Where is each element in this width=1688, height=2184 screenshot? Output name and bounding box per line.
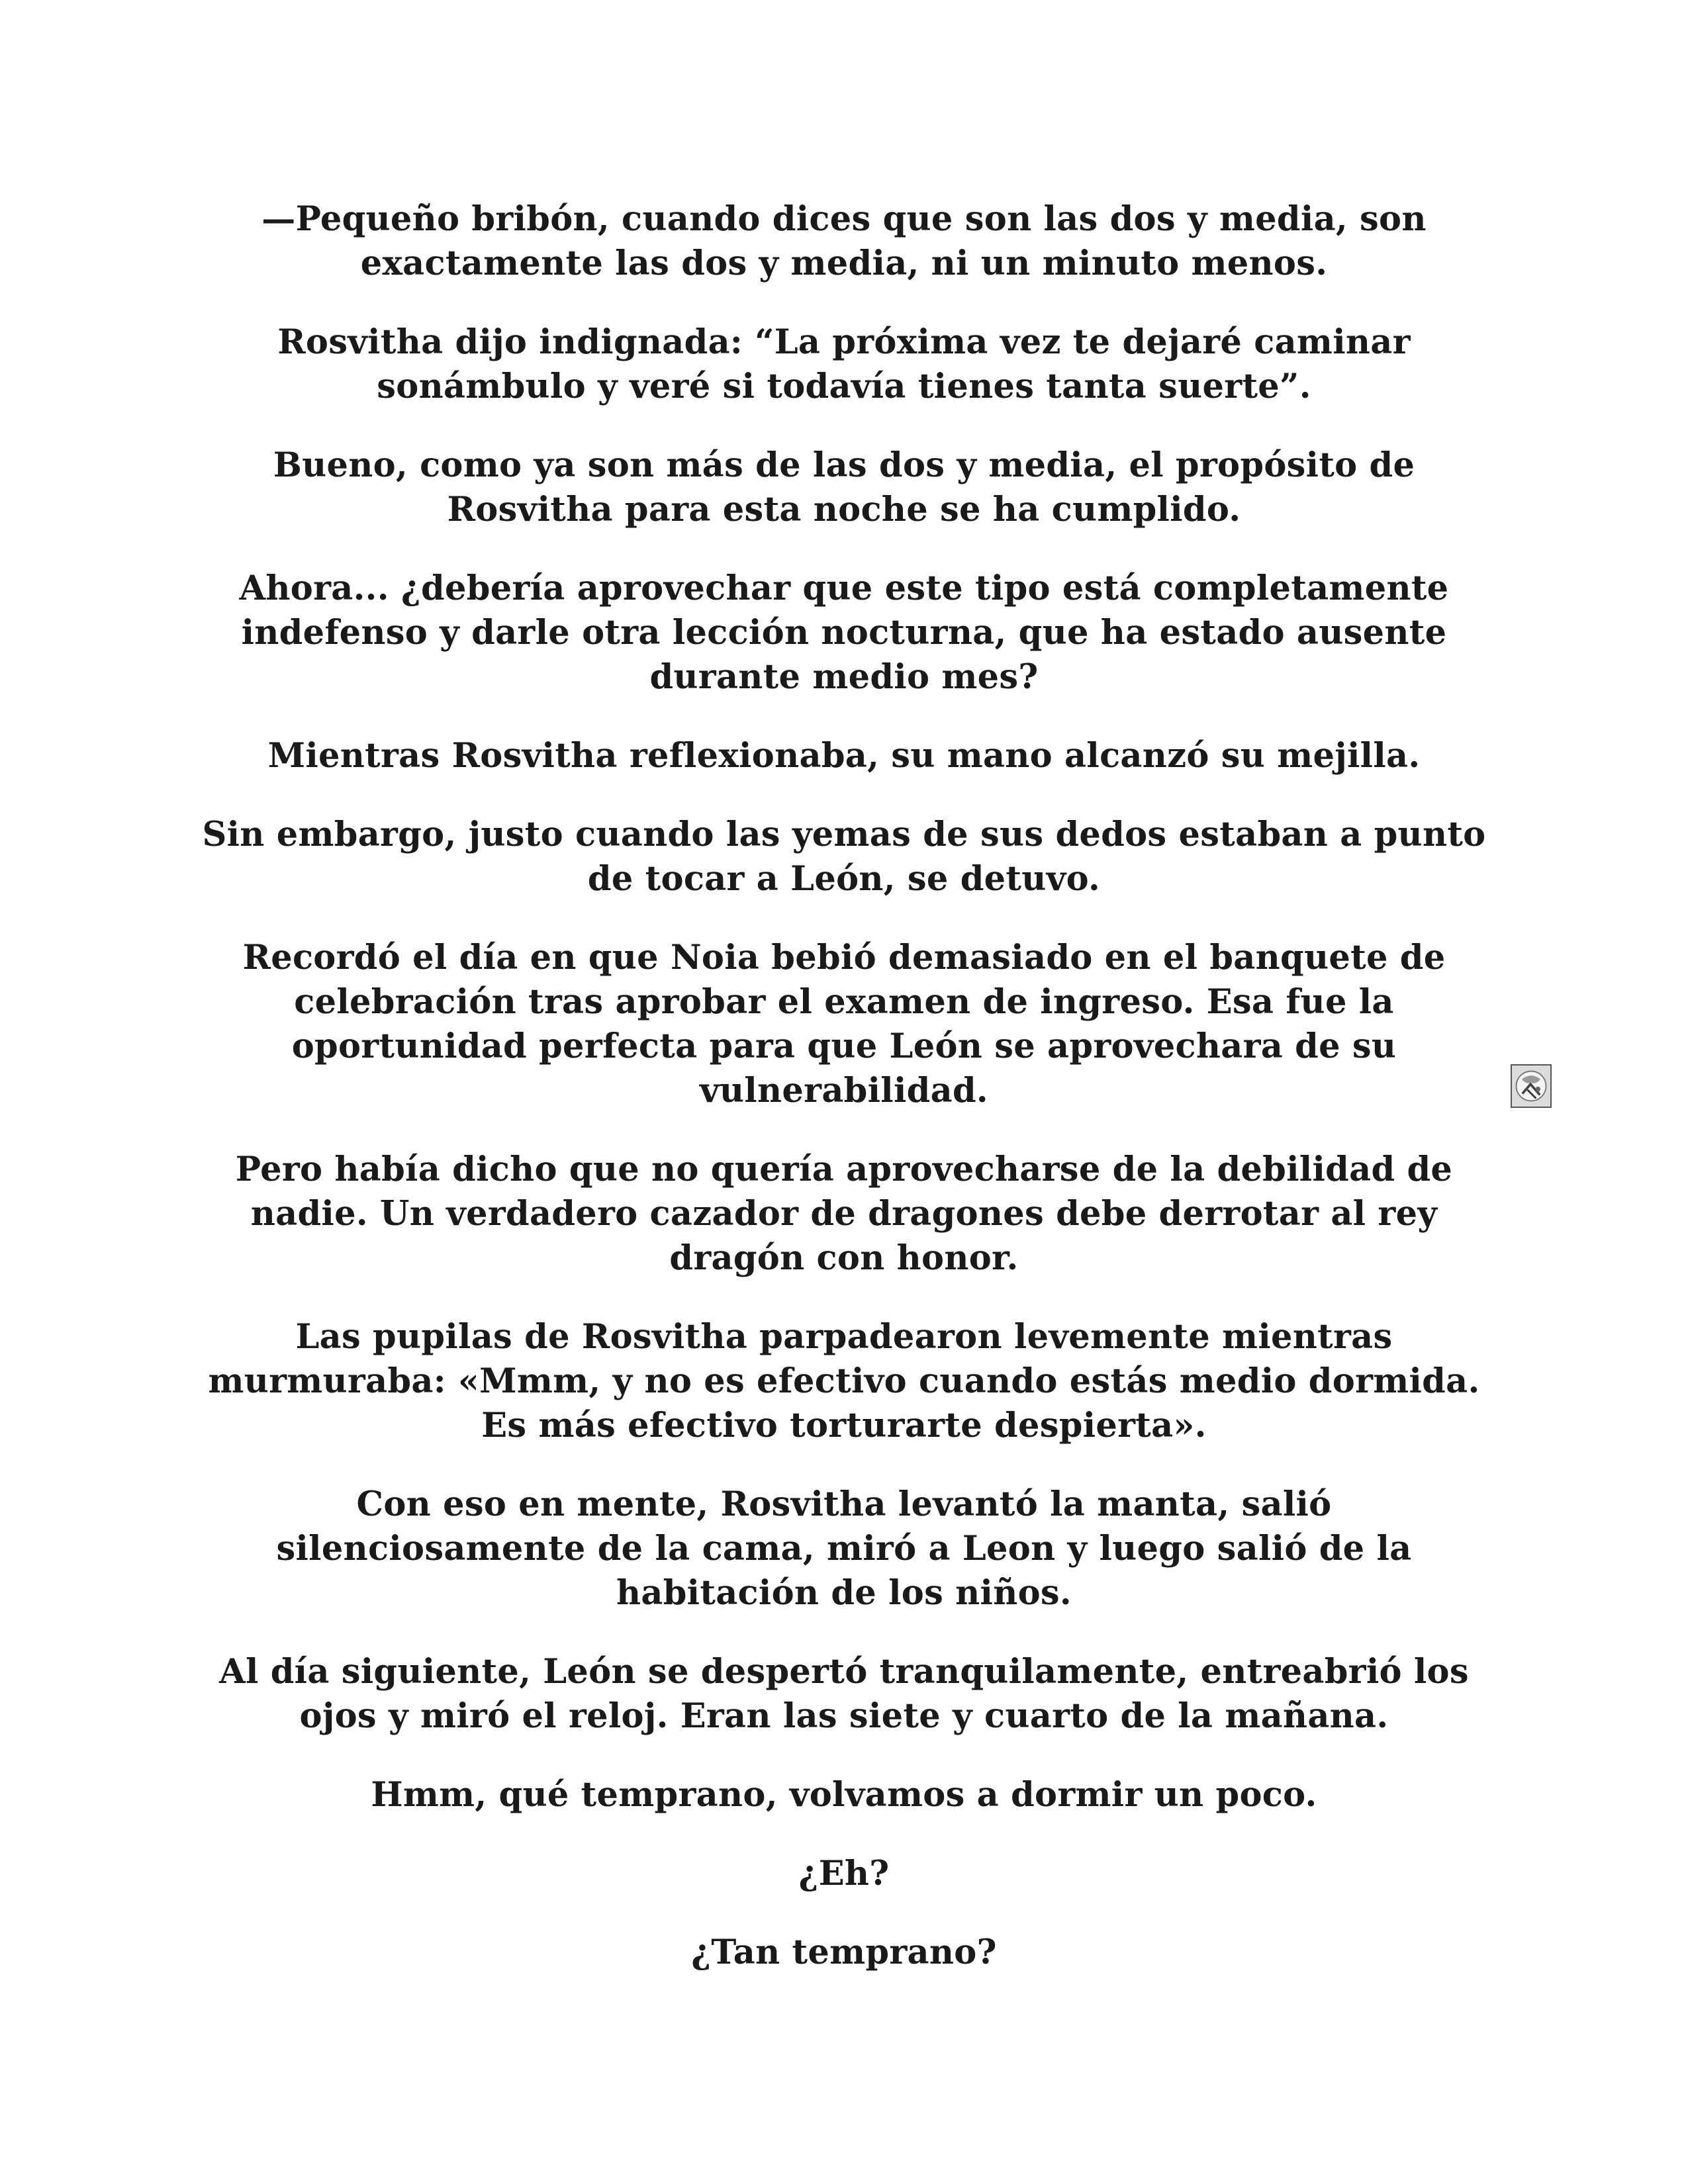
paragraph: Mientras Rosvitha reflexionaba, su mano alcanzó su mejilla. (267, 736, 1421, 776)
paragraph: Sin embargo, justo cuando las yemas de sus dedos estaban a punto de tocar a León, se detuvo. (202, 815, 1486, 899)
paragraph: Ahora... ¿debería aprovechar que este tipo está completamente indefenso y darle otra lección nocturna, que ha estado ausente durante medio mes? (239, 569, 1449, 697)
paragraph: Bueno, como ya son más de las dos y media, el propósito de Rosvitha para esta noche se ha cumplido. (273, 445, 1415, 529)
paragraph: Con eso en mente, Rosvitha levantó la manta, salió silenciosamente de la cama, miró a Leon y luego salió de la habitación de los niños. (276, 1484, 1412, 1613)
paragraph: Pero había dicho que no quería aprovecharse de la debilidad de nadie. Un verdadero cazador de dragones debe derrotar al rey dragón con honor. (235, 1150, 1453, 1278)
paragraph: Rosvitha dijo indignada: “La próxima vez te dejaré caminar sonámbulo y veré si todavía tienes tanta suerte”. (277, 322, 1411, 406)
paragraph: Al día siguiente, León se despertó tranquilamente, entreabrió los ojos y miró el reloj. Eran las siete y cuarto de la mañana. (219, 1652, 1469, 1736)
paragraph: Recordó el día en que Noia bebió demasiado en el banquete de celebración tras aprobar el examen de ingreso. Esa fue la oportunidad perfecta para que León se aprovechara de su vulnerabilidad. (242, 938, 1446, 1111)
paragraph: Hmm, qué temprano, volvamos a dormir un poco. (371, 1775, 1317, 1815)
paragraph: Las pupilas de Rosvitha parpadearon levemente mientras murmuraba: «Mmm, y no es efectivo cuando estás medio dormida. Es más efectivo torturarte despierta». (208, 1317, 1480, 1445)
paragraph: ¿Tan temprano? (691, 1933, 997, 1972)
document-page (199, 197, 1489, 2009)
watermark-logo-icon (1511, 1064, 1552, 1108)
paragraph: —Pequeño bribón, cuando dices que son las dos y media, son exactamente las dos y media, ni un minuto menos. (261, 199, 1427, 283)
paragraph: ¿Eh? (798, 1854, 890, 1893)
